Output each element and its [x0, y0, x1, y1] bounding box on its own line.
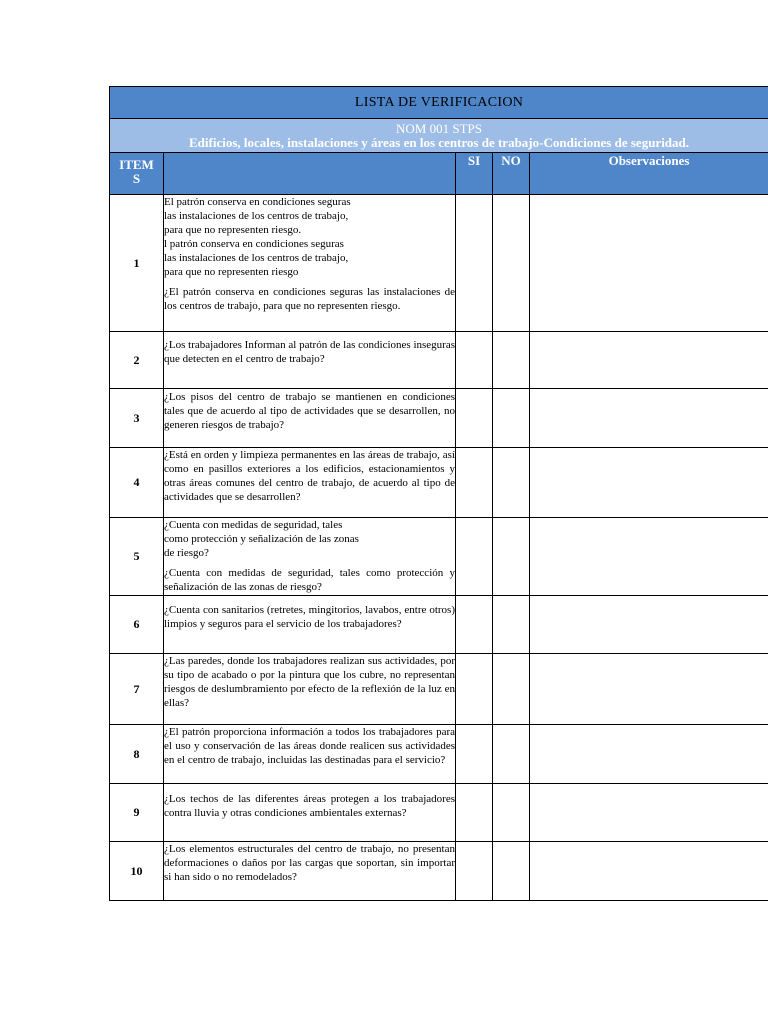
item-question — [164, 654, 456, 725]
item-question — [164, 332, 456, 389]
question-line: ¿Cuenta con medidas de seguridad, tales — [164, 519, 343, 531]
question-line: para que no representen riesgo. — [164, 224, 302, 236]
no-checkbox-cell[interactable] — [493, 195, 530, 332]
si-checkbox-cell[interactable] — [456, 448, 493, 518]
observaciones-cell[interactable] — [530, 842, 768, 901]
question-paragraph: ¿Los techos de las diferentes áreas protegen a los trabajadores contra lluvia y otras condiciones ambientales externas? — [164, 793, 455, 819]
subtitle-row — [110, 119, 768, 153]
observaciones-cell[interactable] — [530, 725, 768, 784]
item-number: 5 — [110, 518, 164, 596]
observaciones-cell[interactable] — [530, 654, 768, 725]
question-line: l patrón conserva en condiciones seguras — [164, 238, 344, 250]
item-question — [164, 518, 456, 596]
question-paragraph: ¿Los trabajadores Informan al patrón de las condiciones inseguras que detecten en el centro de trabajo? — [164, 339, 455, 365]
observaciones-cell[interactable] — [530, 332, 768, 389]
question-paragraph: ¿Los elementos estructurales del centro de trabajo, no presentan deformaciones o daños por las cargas que soportan, sin importar si han sido o no remodelados? — [164, 843, 455, 883]
table-row — [110, 332, 768, 389]
question-paragraph: ¿Cuenta con sanitarios (retretes, mingitorios, lavabos, entre otros) limpios y seguros para el servicio de los trabajadores? — [164, 604, 455, 630]
item-number: 1 — [110, 195, 164, 332]
table-row — [110, 842, 768, 901]
table-row — [110, 596, 768, 654]
norm-description: Edificios, locales, instalaciones y áreas en los centros de trabajo-Condiciones de seguridad. — [189, 134, 690, 150]
table-row — [110, 389, 768, 448]
item-question — [164, 784, 456, 842]
item-question — [164, 389, 456, 448]
observaciones-cell[interactable] — [530, 389, 768, 448]
observaciones-cell[interactable] — [530, 448, 768, 518]
item-number: 7 — [110, 654, 164, 725]
si-checkbox-cell[interactable] — [456, 784, 493, 842]
item-question — [164, 448, 456, 518]
norm-header — [110, 119, 768, 153]
observaciones-cell[interactable] — [530, 784, 768, 842]
checklist-table — [109, 86, 768, 901]
checklist-title: LISTA DE VERIFICACION — [110, 87, 768, 119]
si-checkbox-cell[interactable] — [456, 725, 493, 784]
question-paragraph: ¿El patrón proporciona información a todos los trabajadores para el uso y conservación de las áreas donde realicen sus actividades en el centro de trabajo, incluidas las destinadas para el servicio? — [164, 726, 455, 766]
no-checkbox-cell[interactable] — [493, 332, 530, 389]
no-checkbox-cell[interactable] — [493, 654, 530, 725]
item-number: 6 — [110, 596, 164, 654]
question-paragraph: ¿Los pisos del centro de trabajo se mantienen en condiciones tales que de acuerdo al tipo de actividades que se desarrollen, no generen riesgos de trabajo? — [164, 391, 455, 431]
item-number: 8 — [110, 725, 164, 784]
no-checkbox-cell[interactable] — [493, 448, 530, 518]
si-checkbox-cell[interactable] — [456, 654, 493, 725]
table-row — [110, 654, 768, 725]
question-line: como protección y señalización de las zonas — [164, 533, 359, 545]
norm-code: NOM 001 STPS — [396, 120, 482, 136]
observaciones-cell[interactable] — [530, 195, 768, 332]
column-header-row — [110, 153, 768, 195]
item-question — [164, 842, 456, 901]
item-question — [164, 725, 456, 784]
question-paragraph: ¿Las paredes, donde los trabajadores realizan sus actividades, por su tipo de acabado o por la pintura que los cubre, no representan riesgos de deslumbramiento por efecto de la reflexión de la luz en ellas? — [164, 655, 455, 709]
question-line: las instalaciones de los centros de trabajo, — [164, 252, 349, 264]
item-number: 2 — [110, 332, 164, 389]
title-row — [110, 87, 768, 119]
col-si-header: SI — [456, 153, 493, 195]
col-items-header: ITEM S — [110, 153, 164, 195]
question-paragraph: ¿Cuenta con medidas de seguridad, tales como protección y señalización de las zonas de riesgo? — [164, 567, 455, 593]
item-number: 3 — [110, 389, 164, 448]
table-row — [110, 725, 768, 784]
question-line: El patrón conserva en condiciones seguras — [164, 196, 351, 208]
observaciones-cell[interactable] — [530, 518, 768, 596]
no-checkbox-cell[interactable] — [493, 518, 530, 596]
col-observaciones-header: Observaciones — [530, 153, 768, 195]
question-paragraph: ¿Está en orden y limpieza permanentes en las áreas de trabajo, así como en pasillos exteriores a los edificios, estacionamientos y otras áreas comunes del centro de trabajo, de acuerdo al tipo de actividades que se desarrollen? — [164, 449, 455, 503]
question-line: de riesgo? — [164, 547, 209, 559]
no-checkbox-cell[interactable] — [493, 596, 530, 654]
no-checkbox-cell[interactable] — [493, 389, 530, 448]
item-question — [164, 195, 456, 332]
observaciones-cell[interactable] — [530, 596, 768, 654]
question-paragraph: ¿El patrón conserva en condiciones seguras las instalaciones de los centros de trabajo, para que no representen riesgo. — [164, 286, 455, 312]
si-checkbox-cell[interactable] — [456, 195, 493, 332]
si-checkbox-cell[interactable] — [456, 389, 493, 448]
si-checkbox-cell[interactable] — [456, 596, 493, 654]
table-row — [110, 518, 768, 596]
table-row — [110, 195, 768, 332]
no-checkbox-cell[interactable] — [493, 725, 530, 784]
item-number: 9 — [110, 784, 164, 842]
no-checkbox-cell[interactable] — [493, 842, 530, 901]
no-checkbox-cell[interactable] — [493, 784, 530, 842]
col-no-header: NO — [493, 153, 530, 195]
table-row — [110, 784, 768, 842]
item-number: 4 — [110, 448, 164, 518]
si-checkbox-cell[interactable] — [456, 332, 493, 389]
item-number: 10 — [110, 842, 164, 901]
question-line: las instalaciones de los centros de trabajo, — [164, 210, 349, 222]
item-question — [164, 596, 456, 654]
si-checkbox-cell[interactable] — [456, 842, 493, 901]
question-line: para que no representen riesgo — [164, 266, 299, 278]
si-checkbox-cell[interactable] — [456, 518, 493, 596]
table-row — [110, 448, 768, 518]
col-question-header — [164, 153, 456, 195]
